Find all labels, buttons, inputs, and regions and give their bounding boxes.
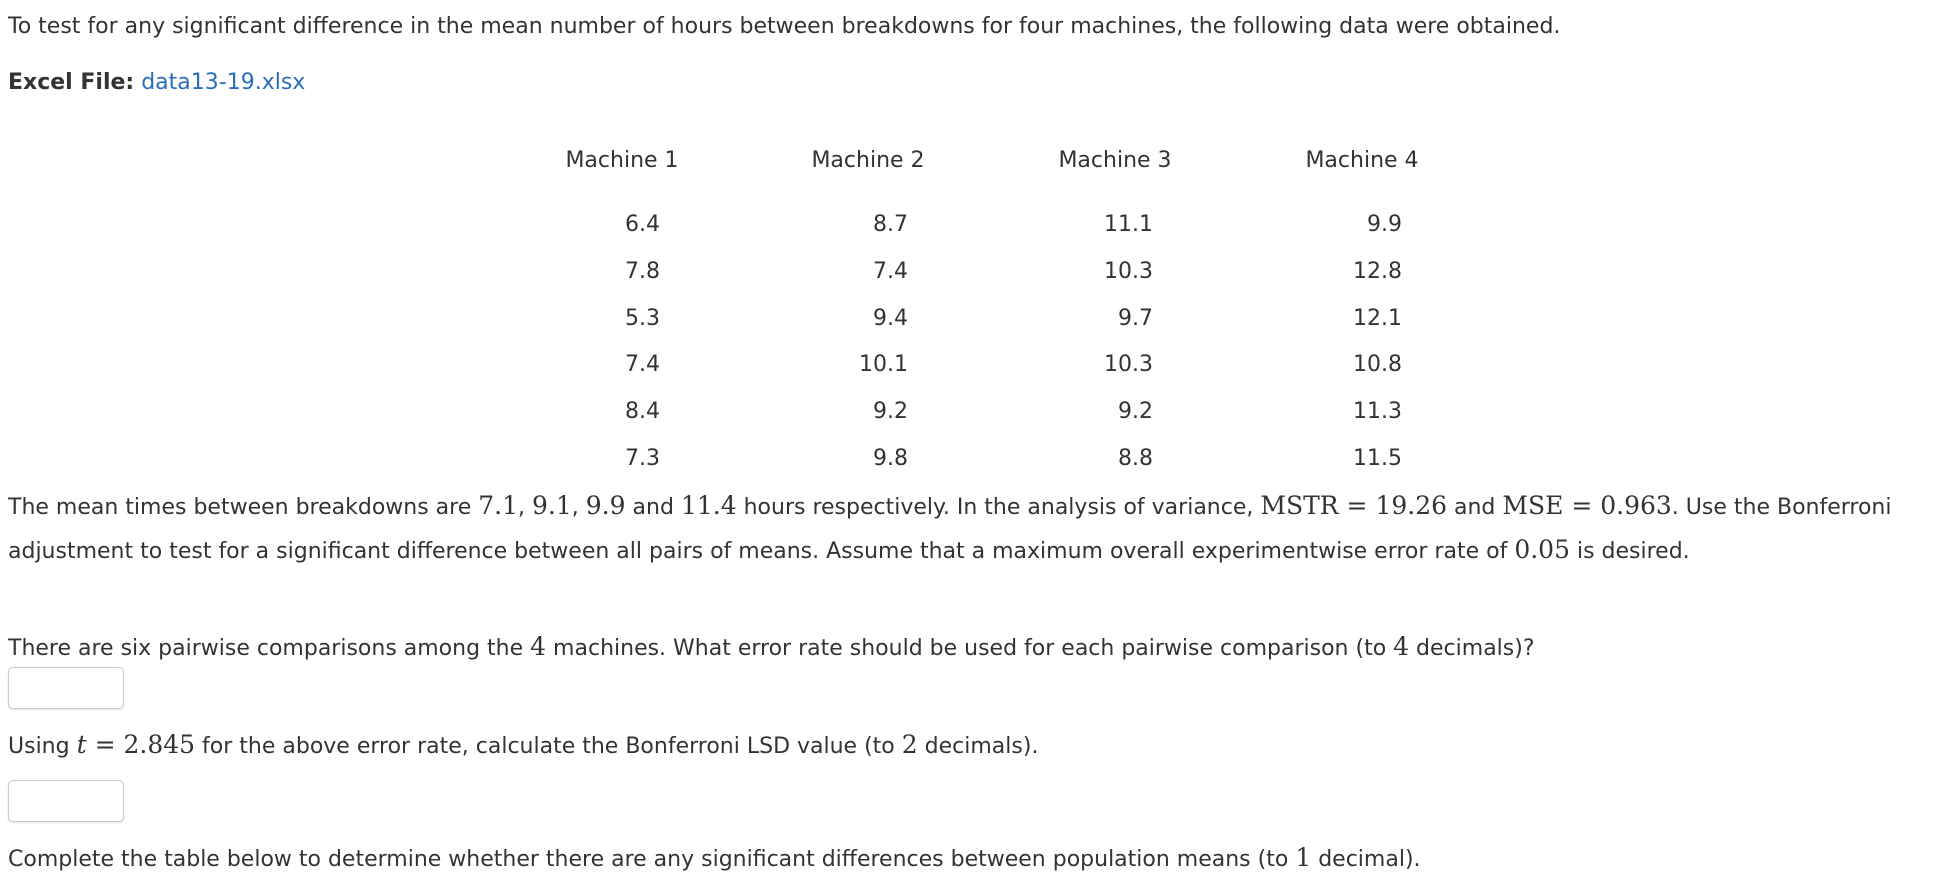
math-number: 1 xyxy=(1295,843,1312,872)
table-cell: 10.1 xyxy=(859,352,908,377)
table-cell: 11.1 xyxy=(1104,212,1153,237)
table-cell: 7.4 xyxy=(625,352,660,377)
mstr-value: MSTR = 19.26 xyxy=(1260,491,1448,520)
header-machine-3: Machine 3 xyxy=(1058,148,1172,173)
paragraph-text: and xyxy=(625,495,681,520)
table-cell: 9.2 xyxy=(873,399,908,424)
question-text: Complete the table below to determine whether there are any significant differences between population means (to xyxy=(8,847,1296,872)
table-cell: 11.5 xyxy=(1353,446,1402,471)
question-table-instruction xyxy=(8,843,1421,872)
intro-text: To test for any significant difference in the mean number of hours between breakdowns for four machines, the following data were obtained. xyxy=(8,14,1561,39)
math-number: 4 xyxy=(530,632,547,661)
t-value: = 2.845 xyxy=(86,730,196,759)
excel-file-line xyxy=(8,70,305,95)
table-cell: 9.4 xyxy=(873,306,908,331)
problem-paragraph xyxy=(8,485,1953,573)
paragraph-text: and xyxy=(1447,495,1503,520)
mean-machine-1: 7.1 xyxy=(478,491,519,520)
table-cell: 5.3 xyxy=(625,306,660,331)
table-cell: 9.7 xyxy=(1118,306,1153,331)
table-cell: 7.3 xyxy=(625,446,660,471)
table-cell: 7.8 xyxy=(625,259,660,284)
math-number: 2 xyxy=(901,730,918,759)
question-text: There are six pairwise comparisons among the xyxy=(8,636,531,661)
table-cell: 10.3 xyxy=(1104,259,1153,284)
math-number: 4 xyxy=(1393,632,1410,661)
excel-file-label: Excel File: xyxy=(8,70,135,95)
question-text: decimals)? xyxy=(1409,636,1535,661)
paragraph-text: The mean times between breakdowns are xyxy=(8,495,479,520)
table-cell: 10.8 xyxy=(1353,352,1402,377)
t-variable: t xyxy=(76,730,87,759)
table-cell: 9.9 xyxy=(1367,212,1402,237)
alpha-value: 0.05 xyxy=(1514,535,1570,564)
table-cell: 8.4 xyxy=(625,399,660,424)
question-text: Using xyxy=(8,734,77,759)
paragraph-text: hours respectively. In the analysis of variance, xyxy=(736,495,1261,520)
mean-machine-3: 9.9 xyxy=(585,491,626,520)
table-cell: 9.8 xyxy=(873,446,908,471)
table-cell: 11.3 xyxy=(1353,399,1402,424)
question-text: decimal). xyxy=(1311,847,1421,872)
mse-value: MSE = 0.963 xyxy=(1502,491,1672,520)
table-cell: 6.4 xyxy=(625,212,660,237)
table-cell: 12.8 xyxy=(1353,259,1402,284)
paragraph-text: is desired. xyxy=(1569,539,1690,564)
mean-machine-4: 11.4 xyxy=(680,491,737,520)
table-cell: 9.2 xyxy=(1118,399,1153,424)
header-machine-4: Machine 4 xyxy=(1305,148,1419,173)
paragraph-text: . Use the Bonferroni adjustment to test for a significant difference between all pairs of means. Assume that a maximum overall experimentwise error rate of xyxy=(8,495,1892,564)
paragraph-text: , xyxy=(571,495,586,520)
table-cell: 8.7 xyxy=(873,212,908,237)
paragraph-text: , xyxy=(518,495,533,520)
question-text: machines. What error rate should be used for each pairwise comparison (to xyxy=(546,636,1394,661)
mean-machine-2: 9.1 xyxy=(532,491,572,520)
question-lsd xyxy=(8,730,1038,759)
table-cell: 8.8 xyxy=(1118,446,1153,471)
question-text: for the above error rate, calculate the Bonferroni LSD value (to xyxy=(195,734,902,759)
question-error-rate xyxy=(8,632,1535,661)
table-cell: 12.1 xyxy=(1353,306,1402,331)
table-cell: 7.4 xyxy=(873,259,908,284)
error-rate-input[interactable] xyxy=(8,667,124,709)
table-cell: 10.3 xyxy=(1104,352,1153,377)
header-machine-2: Machine 2 xyxy=(811,148,925,173)
excel-file-link[interactable]: data13-19.xlsx xyxy=(141,70,306,95)
question-text: decimals). xyxy=(917,734,1039,759)
header-machine-1: Machine 1 xyxy=(565,148,679,173)
lsd-input[interactable] xyxy=(8,780,124,822)
